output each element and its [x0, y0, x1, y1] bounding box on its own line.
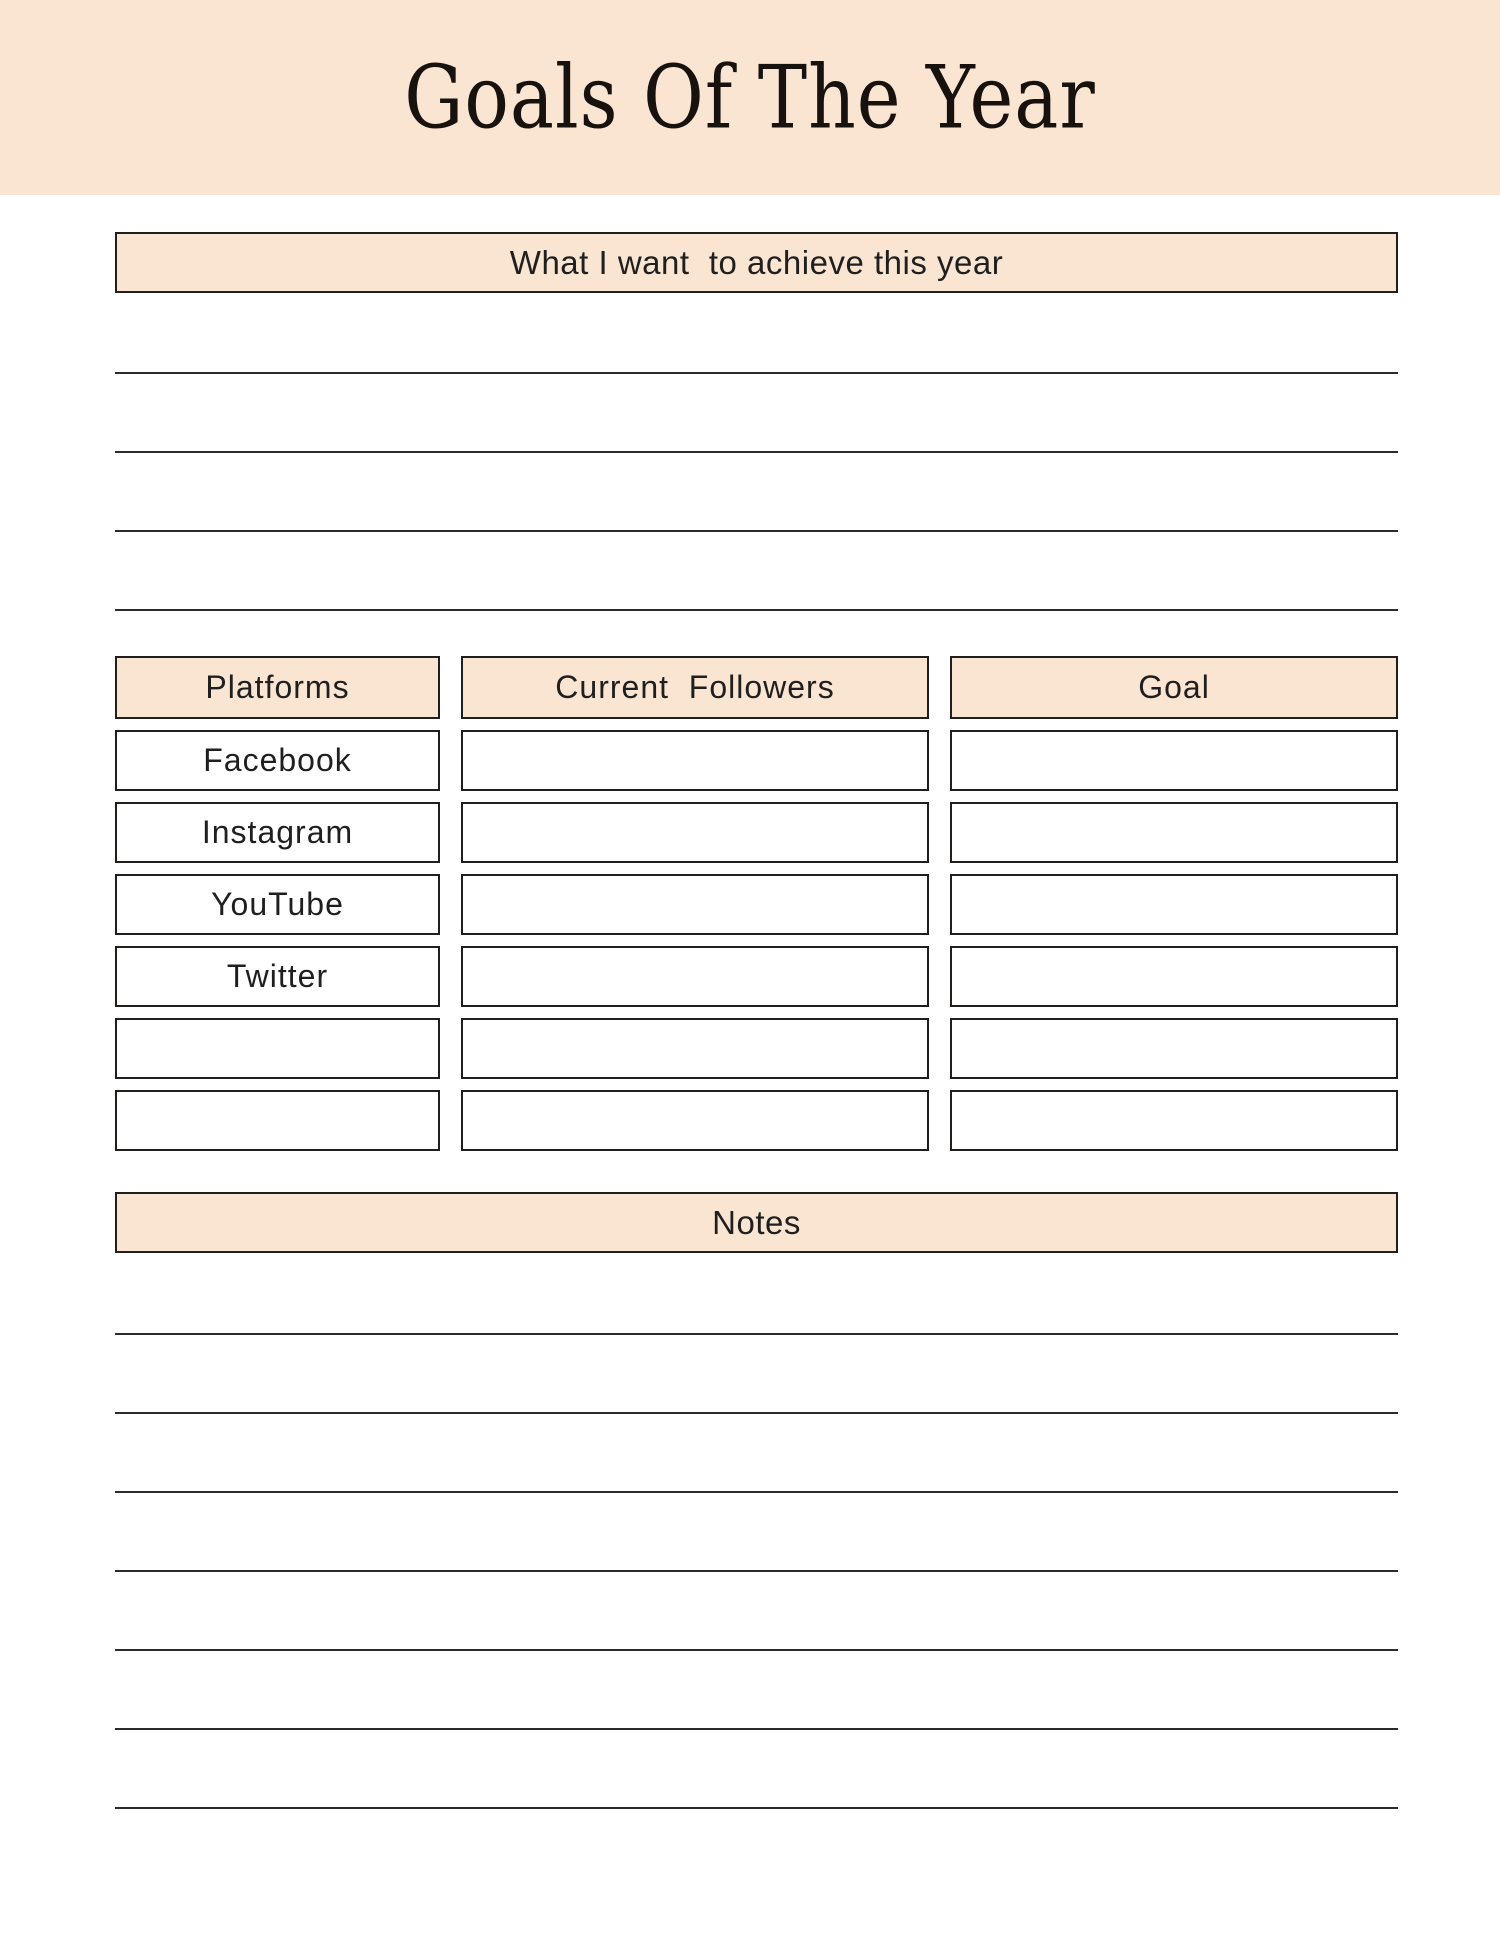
ruled-line	[115, 1491, 1398, 1493]
notes-section-banner	[115, 1192, 1398, 1253]
current-followers-cell[interactable]	[461, 730, 929, 791]
notes-section-title: Notes	[712, 1203, 801, 1241]
column-header-goal: Goal	[950, 656, 1398, 719]
page-header	[0, 0, 1500, 195]
current-followers-cell[interactable]	[461, 874, 929, 935]
ruled-line	[115, 372, 1398, 374]
ruled-line	[115, 1570, 1398, 1572]
achieve-section-title: What I want to achieve this year	[509, 243, 1004, 281]
platform-cell[interactable]	[115, 1018, 440, 1079]
notes-section	[115, 1192, 1398, 1809]
current-followers-cell[interactable]	[461, 1018, 929, 1079]
goal-cell[interactable]	[950, 1090, 1398, 1151]
ruled-line	[115, 1412, 1398, 1414]
goal-cell[interactable]	[950, 946, 1398, 1007]
platform-cell: Twitter	[115, 946, 440, 1007]
column-header-platforms: Platforms	[115, 656, 440, 719]
goal-cell[interactable]	[950, 802, 1398, 863]
page-content	[115, 232, 1398, 1809]
platforms-table	[115, 656, 1398, 1151]
platform-cell: YouTube	[115, 874, 440, 935]
ruled-line	[115, 1649, 1398, 1651]
notes-writing-lines	[115, 1333, 1398, 1809]
ruled-line	[115, 1728, 1398, 1730]
current-followers-cell[interactable]	[461, 1090, 929, 1151]
goal-cell[interactable]	[950, 1018, 1398, 1079]
achieve-writing-lines	[115, 372, 1398, 611]
goal-cell[interactable]	[950, 874, 1398, 935]
current-followers-cell[interactable]	[461, 802, 929, 863]
achieve-section-banner	[115, 232, 1398, 293]
ruled-line	[115, 609, 1398, 611]
goal-cell[interactable]	[950, 730, 1398, 791]
platform-cell[interactable]	[115, 1090, 440, 1151]
ruled-line	[115, 530, 1398, 532]
current-followers-cell[interactable]	[461, 946, 929, 1007]
page-title: Goals Of The Year	[404, 46, 1096, 149]
ruled-line	[115, 1333, 1398, 1335]
platform-cell: Facebook	[115, 730, 440, 791]
column-header-current-followers: Current Followers	[461, 656, 929, 719]
ruled-line	[115, 451, 1398, 453]
achieve-section	[115, 232, 1398, 611]
ruled-line	[115, 1807, 1398, 1809]
platform-cell: Instagram	[115, 802, 440, 863]
